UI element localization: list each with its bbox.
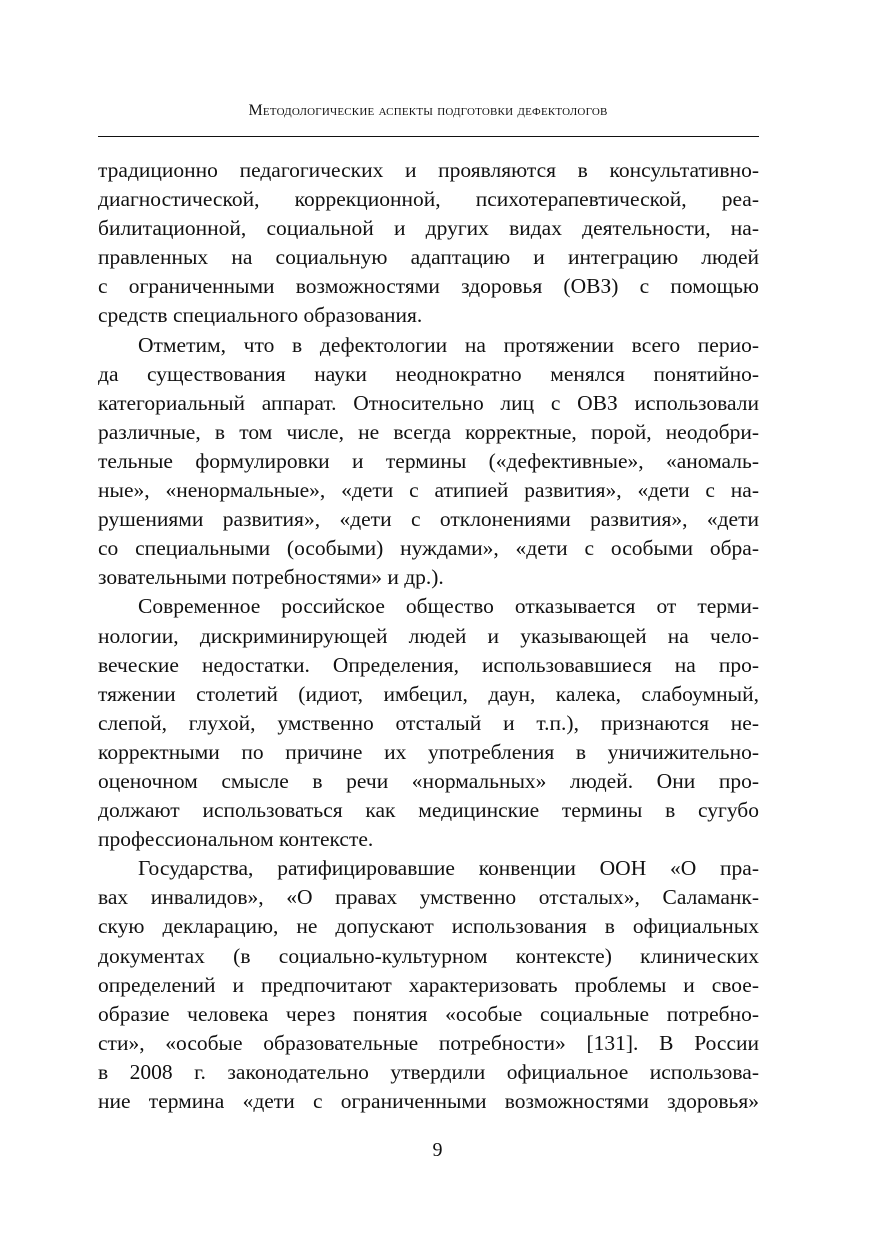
paragraph [98, 854, 759, 1116]
text-line: различные, в том числе, не всегда корректные, порой, неодобри- [98, 419, 759, 444]
text-line: традиционно педагогических и проявляются в консультативно- [98, 158, 759, 182]
paragraph [98, 592, 759, 854]
text-line: билитационной, социальной и других видах деятельности, на- [98, 216, 759, 241]
text-line: нологии, дискриминирующей людей и указывающей на чело- [98, 623, 759, 648]
text-line: в 2008 г. законодательно утвердили официальное использова- [98, 1059, 759, 1084]
text-line: образие человека через понятия «особые социальные потребно- [98, 1001, 759, 1026]
text-line: тяжении столетий (идиот, имбецил, даун, калека, слабоумный, [98, 681, 759, 706]
paragraph [98, 156, 759, 331]
text-line: тельные формулировки и термины («дефективные», «аномаль- [98, 448, 759, 473]
text-line: корректными по причине их употребления в уничижительно- [98, 739, 759, 764]
text-line: да существования науки неоднократно менялся понятийно- [98, 361, 759, 386]
text-line: профессиональном контексте. [98, 827, 374, 852]
body-text [98, 156, 759, 1116]
text-line: с ограниченными возможностями здоровья (ОВЗ) с помощью [98, 274, 759, 299]
text-line: диагностической, коррекционной, психотерапевтической, реа- [98, 187, 759, 212]
paragraph [98, 331, 759, 593]
text-line: документах (в социально-культурном контексте) клинических [98, 943, 759, 968]
text-line: сти», «особые образовательные потребности» [131]. В России [98, 1030, 759, 1055]
text-line: ние термина «дети с ограниченными возможностями здоровья» [98, 1089, 759, 1113]
text-line: веческие недостатки. Определения, использовавшиеся на про- [98, 652, 759, 677]
running-head: Методологические аспекты подготовки дефектологов [248, 102, 608, 119]
text-line: должают использоваться как медицинские термины в сугубо [98, 798, 759, 823]
text-line: рушениями развития», «дети с отклонениями развития», «дети [98, 507, 759, 532]
text-line: правленных на социальную адаптацию и интеграцию людей [98, 245, 759, 270]
text-line: зовательными потребностями» и др.). [98, 565, 444, 590]
text-line: категориальный аппарат. Относительно лиц с ОВЗ использовали [98, 390, 759, 415]
text-line: Современное российское общество отказывается от терми- [138, 594, 759, 619]
text-line: Отметим, что в дефектологии на протяжении всего перио- [138, 332, 759, 357]
text-line: средств специального образования. [98, 303, 423, 328]
text-line: Государства, ратифицировавшие конвенции ООН «О пра- [138, 856, 759, 881]
text-line: определений и предпочитают характеризовать проблемы и свое- [98, 972, 759, 997]
text-line: ные», «ненормальные», «дети с атипией развития», «дети с на- [98, 478, 759, 503]
page-number: 9 [432, 1139, 443, 1161]
text-line: со специальными (особыми) нуждами», «дети с особыми обра- [98, 536, 759, 561]
header-rule [98, 136, 759, 137]
text-line: скую декларацию, не допускают использования в официальных [98, 914, 759, 939]
text-line: слепой, глухой, умственно отсталый и т.п.), признаются не- [98, 710, 759, 735]
text-line: вах инвалидов», «О правах умственно отсталых», Саламанк- [98, 885, 759, 910]
text-line: оценочном смысле в речи «нормальных» людей. Они про- [98, 768, 759, 793]
